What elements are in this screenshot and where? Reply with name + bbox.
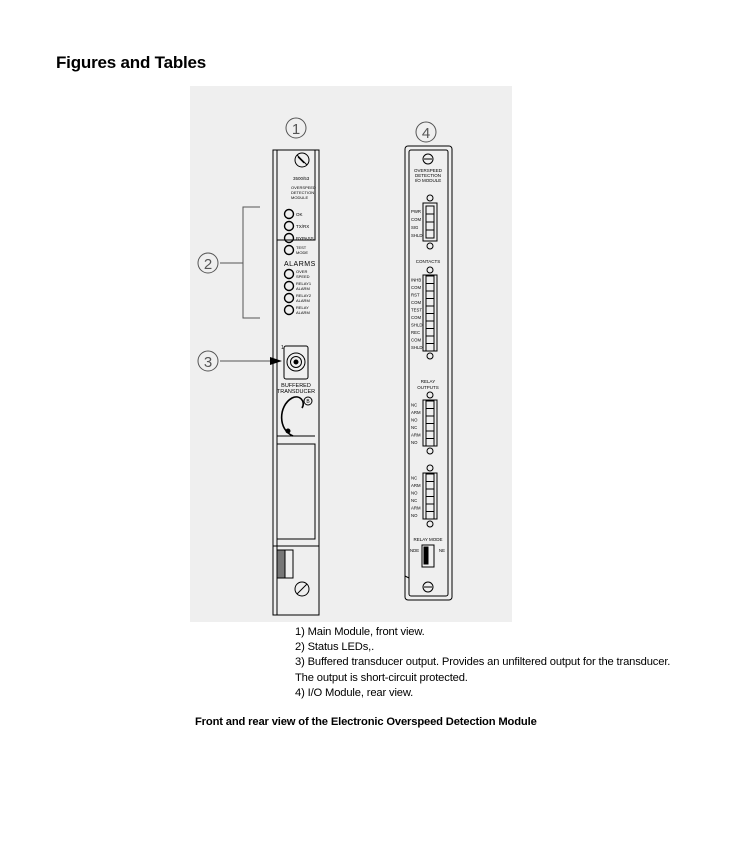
led-label-test-2: MODE [296, 250, 308, 255]
contact-terminal-label: TEST [411, 307, 422, 313]
io-title-1: OVERSPEED [413, 168, 443, 173]
io-title-2: DETECTION [414, 173, 442, 178]
contact-terminal-label: INHB [411, 277, 422, 283]
pwr-term-3: SIG [411, 225, 419, 230]
caption-4: 4) I/O Module, rear view. [295, 686, 414, 699]
contact-terminal-label: RST [411, 292, 420, 298]
caption-3: 3) Buffered transducer output. Provides an unfiltered output for the transducer. [295, 656, 671, 669]
led-label-txrx: TX/RX [296, 224, 310, 229]
buffered-label-1: BUFFERED [281, 383, 311, 389]
callout-4: 4 [421, 125, 431, 142]
page-heading: Figures and Tables [56, 53, 207, 72]
contact-terminal-label: REC [411, 330, 421, 335]
relay1-terminal-label: NC [411, 425, 418, 430]
callout-3: 3 [203, 354, 213, 371]
callout-1: 1 [291, 121, 301, 138]
caption-3-continued: The output is short-circuit protected. [295, 671, 468, 684]
relay2-terminal-label: NC [411, 475, 418, 481]
connector-mark: 1 [281, 345, 284, 351]
contact-terminal-label: COM [411, 285, 422, 290]
contact-terminal-label: COM [411, 300, 422, 305]
led-label-ok: OK [296, 212, 303, 217]
contacts-header: CONTACTS [415, 259, 441, 264]
pwr-term-2: COM [411, 217, 422, 222]
contact-terminal-label: COM [411, 315, 422, 320]
led-label-bypass: BYPASS [296, 236, 314, 241]
figure-title: Front and rear view of the Electronic Overspeed Detection Module [195, 716, 537, 728]
callout-2: 2 [203, 256, 213, 273]
contact-terminal-label: SHLD [411, 345, 423, 350]
relay2-terminal-label: ARM [411, 483, 421, 488]
pwr-term-1: PWR [411, 209, 422, 214]
alarm-label-4b: ALARM [296, 310, 310, 315]
caption-2: 2) Status LEDs,. [295, 641, 375, 654]
main-module-label-2: DETECTION [291, 190, 315, 195]
alarm-label-3a: RELAY2 [296, 293, 312, 298]
alarm-label-3b: ALARM [296, 298, 310, 303]
main-part-number: 3500/53 [293, 176, 310, 181]
module-figure [190, 86, 512, 622]
relay1-terminal-label: NO [411, 417, 418, 423]
main-module-label-1: OVERSPEED [291, 185, 316, 190]
main-module-label-3: MODULE [291, 195, 309, 200]
alarm-label-1a: OVER [296, 269, 308, 274]
buffered-label-2: TRANSDUCER [276, 389, 316, 395]
caption-1: 1) Main Module, front view. [295, 626, 425, 638]
contact-terminal-label: COM [411, 337, 422, 343]
relay2-terminal-label: NO [411, 490, 418, 496]
relay-mode-right: NE [439, 548, 445, 553]
relay1-terminal-label: ARM [411, 432, 421, 438]
contact-terminal-label: SHLD [411, 322, 423, 328]
relay1-terminal-label: NC [411, 402, 418, 408]
relay-header-1: RELAY [420, 379, 436, 384]
relay1-terminal-label: ARM [411, 410, 421, 415]
relay-mode-header: RELAY MODE [413, 537, 443, 542]
alarm-label-2b: ALARM [296, 286, 310, 291]
relay2-terminal-label: ARM [411, 505, 421, 511]
alarm-label-4a: RELAY [296, 305, 309, 310]
io-title-3: I/O MODULE [414, 178, 442, 183]
alarms-header: ALARMS [284, 261, 316, 268]
figure-captions [295, 625, 735, 701]
relay1-terminal-label: NO [411, 440, 418, 445]
relay-header-2: OUTPUTS [417, 385, 439, 390]
relay2-terminal-label: NO [411, 513, 418, 518]
relay-mode-left: NDE [410, 548, 420, 553]
lock-symbol: B [306, 399, 310, 405]
pwr-term-4: SHLD [411, 233, 423, 238]
alarm-label-1b: SPEED [296, 274, 310, 279]
led-label-test-1: TEST [296, 245, 307, 250]
alarm-label-2a: RELAY1 [296, 281, 312, 286]
relay2-terminal-label: NC [411, 498, 418, 503]
